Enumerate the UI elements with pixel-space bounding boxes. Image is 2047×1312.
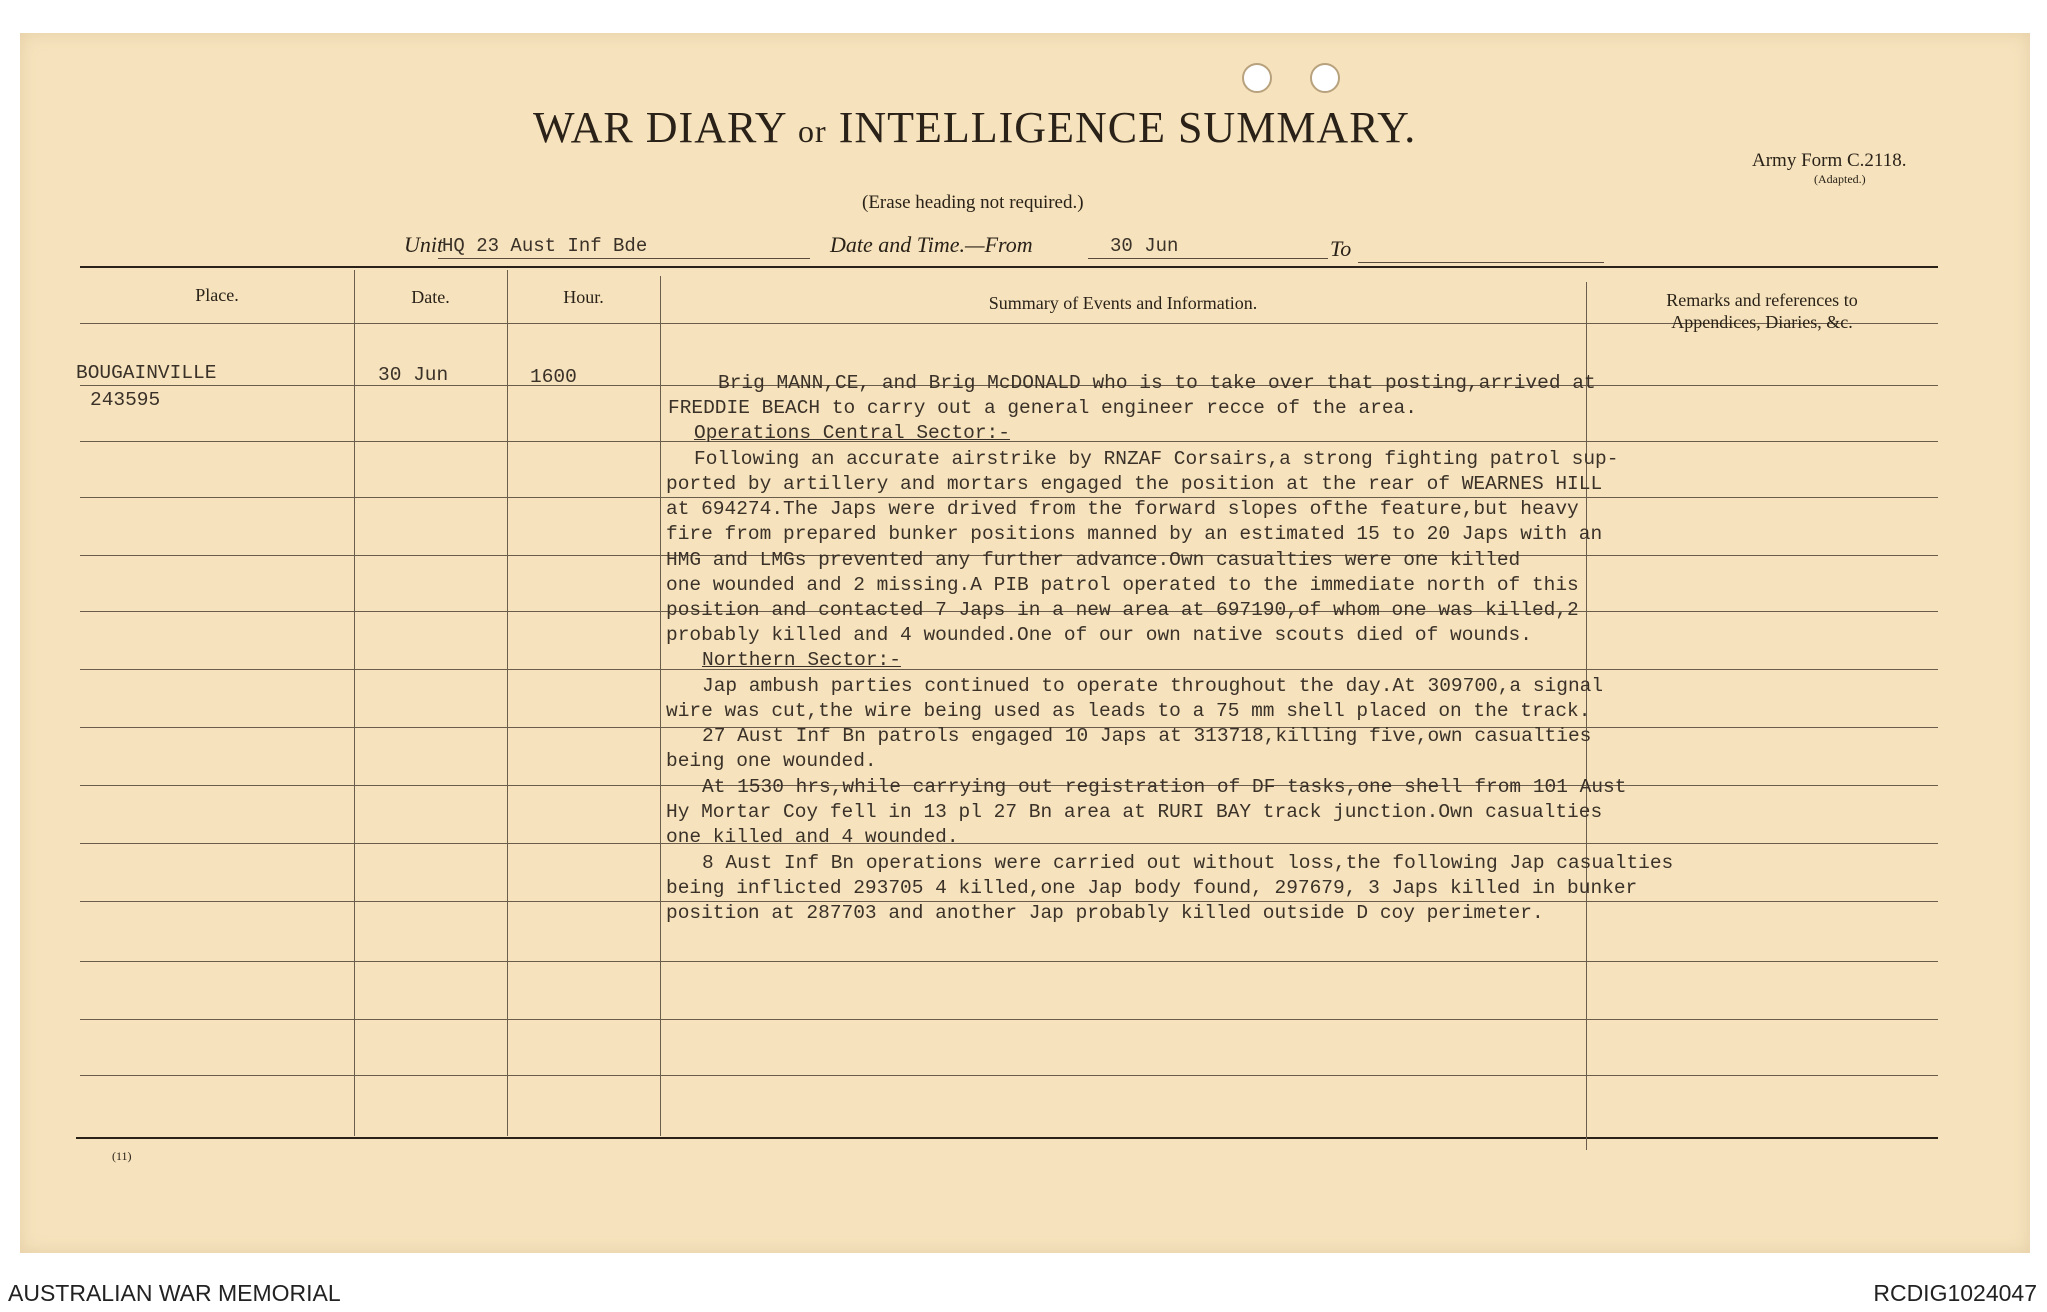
table-top-rule <box>80 266 1938 268</box>
summary-line: HMG and LMGs prevented any further advance.Own casualties were one killed <box>666 549 1521 571</box>
summary-line: ported by artillery and mortars engaged the position at the rear of WEARNES HILL <box>666 473 1603 495</box>
summary-line: Brig MANN,CE, and Brig McDONALD who is to take over that posting,arrived at <box>718 372 1596 394</box>
col-divider-date <box>507 270 508 1136</box>
summary-line: one wounded and 2 missing.A PIB patrol operated to the immediate north of this <box>666 574 1579 596</box>
summary-line: 27 Aust Inf Bn patrols engaged 10 Japs at 313718,killing five,own casualties <box>702 725 1592 747</box>
date-value: 30 Jun <box>378 364 449 386</box>
summary-line: At 1530 hrs,while carrying out registration of DF tasks,one shell from 101 Aust <box>702 776 1627 798</box>
punch-hole-right <box>1310 63 1340 93</box>
archive-credit: AUSTRALIAN WAR MEMORIAL <box>8 1280 341 1306</box>
form-footnote: (11) <box>112 1149 132 1163</box>
punch-hole-left <box>1242 63 1272 93</box>
archive-id: RCDIG1024047 <box>1873 1280 2037 1306</box>
summary-line: fire from prepared bunker positions manned by an estimated 15 to 20 Japs with an <box>666 523 1603 545</box>
row-line <box>80 1075 1938 1076</box>
summary-line: Following an accurate airstrike by RNZAF Corsairs,a strong fighting patrol sup- <box>694 448 1619 470</box>
date-from-value: 30 Jun <box>1110 235 1179 257</box>
form-title <box>533 102 1416 153</box>
summary-line: at 694274.The Japs were drived from the forward slopes ofthe feature,but heavy <box>666 498 1579 520</box>
col-divider-hour <box>660 276 661 1136</box>
summary-heading-northern: Northern Sector:- <box>702 649 901 671</box>
row-line <box>80 1019 1938 1020</box>
summary-line: position at 287703 and another Jap probably killed outside D coy perimeter. <box>666 902 1544 924</box>
col-header-date: Date. <box>411 287 450 307</box>
date-time-from-label: Date and Time.—From <box>830 232 1033 257</box>
summary-line: one killed and 4 wounded. <box>666 826 959 848</box>
hour-value: 1600 <box>530 366 577 388</box>
summary-heading-central: Operations Central Sector:- <box>694 422 1010 444</box>
row-line <box>80 843 1938 844</box>
to-underline <box>1358 262 1604 263</box>
table-bottom-rule <box>76 1137 1938 1139</box>
col-header-hour: Hour. <box>563 287 604 307</box>
col-header-place: Place. <box>195 285 239 305</box>
summary-line: being one wounded. <box>666 750 877 772</box>
unit-value: HQ 23 Aust Inf Bde <box>442 235 648 257</box>
summary-line: Jap ambush parties continued to operate throughout the day.At 309700,a signal <box>702 675 1604 697</box>
col-divider-place <box>354 270 355 1136</box>
grid-reference: 243595 <box>90 389 161 411</box>
remarks-line-2: Appendices, Diaries, &c. <box>1671 312 1853 332</box>
col-header-summary: Summary of Events and Information. <box>988 293 1258 313</box>
remarks-line-1: Remarks and references to <box>1666 290 1858 310</box>
summary-line: FREDDIE BEACH to carry out a general engineer recce of the area. <box>668 397 1417 419</box>
row-line <box>80 669 1938 670</box>
summary-line: 8 Aust Inf Bn operations were carried out without loss,the following Jap casualties <box>702 852 1674 874</box>
unit-underline <box>438 258 810 259</box>
row-line <box>80 961 1938 962</box>
summary-line: wire was cut,the wire being used as leads to a 75 mm shell placed on the track. <box>666 700 1591 722</box>
summary-line: Hy Mortar Coy fell in 13 pl 27 Bn area at RURI BAY track junction.Own casualties <box>666 801 1603 823</box>
form-subtitle: (Erase heading not required.) <box>862 192 1084 213</box>
summary-line: being inflicted 293705 4 killed,one Jap body found, 297679, 3 Japs killed in bunker <box>666 877 1638 899</box>
title-or: or <box>798 113 827 149</box>
summary-line: probably killed and 4 wounded.One of our own native scouts died of wounds. <box>666 624 1532 646</box>
col-header-remarks <box>1586 289 1938 333</box>
date-from-underline <box>1088 258 1328 259</box>
army-form-id: Army Form C.2118. <box>1752 150 1907 171</box>
title-war-diary: WAR DIARY <box>533 103 787 152</box>
summary-line: position and contacted 7 Japs in a new area at 697190,of whom one was killed,2 <box>666 599 1579 621</box>
army-form-adapted: (Adapted.) <box>1814 172 1866 186</box>
place-value: BOUGAINVILLE <box>76 362 217 384</box>
title-intelligence-summary: INTELLIGENCE SUMMARY. <box>838 103 1417 152</box>
unit-label: Unit <box>404 232 444 257</box>
to-label: To <box>1330 236 1352 261</box>
